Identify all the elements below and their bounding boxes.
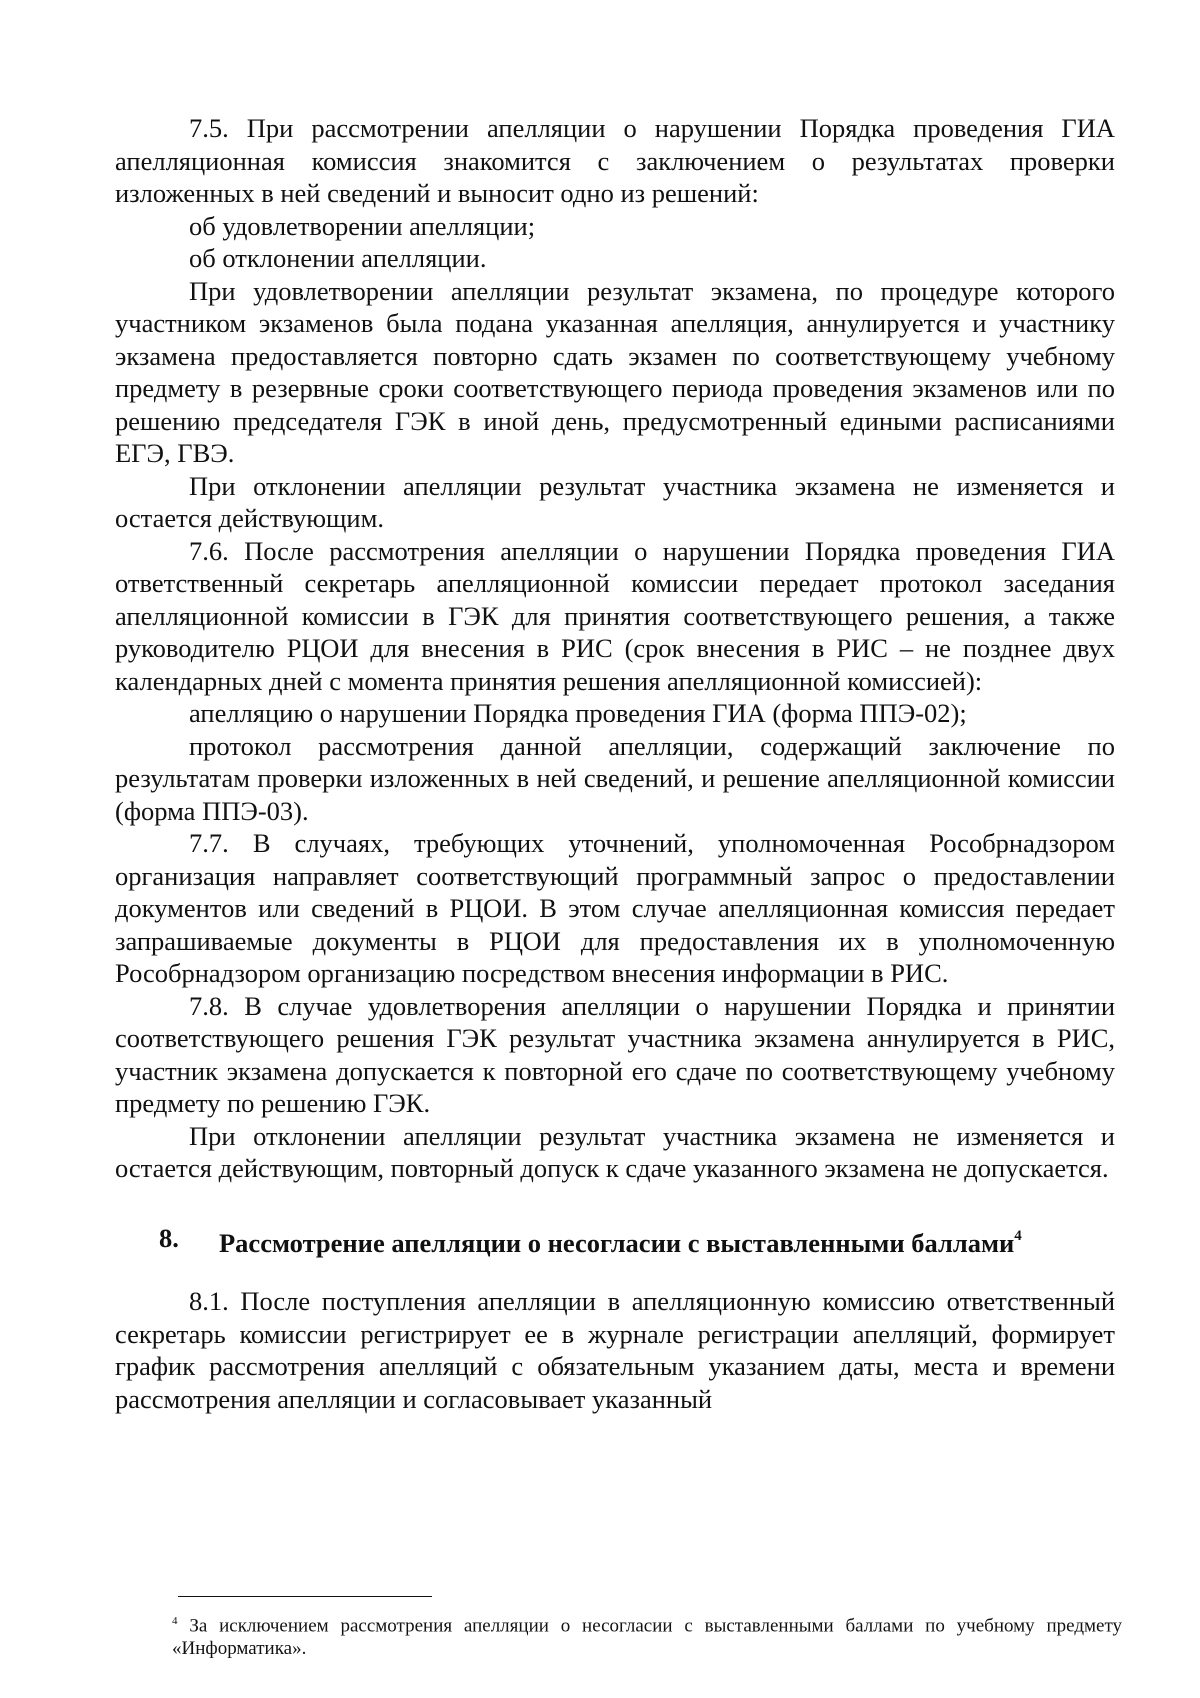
paragraph-7-5: 7.5. При рассмотрении апелляции о нарушении Порядка проведения ГИА апелляционная комиссия знакомится с заключением о результатах проверки изложенных в ней сведений и выносит одно из решений: xyxy=(115,113,1115,208)
section-8-title: Рассмотрение апелляции о несогласии с выставленными баллами xyxy=(219,1227,1015,1258)
paragraph-option-reject: об отклонении апелляции. xyxy=(189,243,487,273)
footnote-reference[interactable]: 4 xyxy=(1014,1227,1022,1244)
paragraph-option-satisfy: об удовлетворении апелляции; xyxy=(189,210,536,241)
section-8-title-wrap xyxy=(219,1222,1022,1259)
paragraph-satisfaction-result: При удовлетворении апелляции результат экзамена, по процедуре которого участником экзаменов была подана указанная апелляция, аннулируется и участнику экзамена предоставляется повторно сдать экзамен по соответствующему учебному предмету в резервные сроки соответствующего периода проведения экзаменов или по решению председателя ГЭК в иной день, предусмотренный едиными расписаниями ЕГЭ, ГВЭ. xyxy=(115,275,1115,468)
footnote-text: За исключением рассмотрения апелляции о несогласии с выставленными баллами по учебному предмету «Информатика». xyxy=(172,1615,1122,1660)
paragraph-form-ppe-02: апелляцию о нарушении Порядка проведения ГИА (форма ППЭ-02); xyxy=(189,698,967,728)
paragraph-7-8: 7.8. В случае удовлетворения апелляции о нарушении Порядка и принятии соответствующего решения ГЭК результат участника экзамена аннулируется в РИС, участник экзамена допускается к повторной его сдаче по соответствующему учебному предмету по решению ГЭК. xyxy=(115,990,1115,1118)
footnote-mark: 4 xyxy=(172,1615,178,1627)
paragraph-7-6: 7.6. После рассмотрения апелляции о нарушении Порядка проведения ГИА ответственный секретарь апелляционной комиссии передает протокол заседания апелляционной комиссии в ГЭК для принятия соответствующего решения, а также руководителю РЦОИ для внесения в РИС (срок внесения в РИС – не позднее двух календарных дней с момента принятия решения апелляционной комиссией): xyxy=(115,535,1115,696)
section-8-number: 8. xyxy=(159,1222,179,1253)
footnote xyxy=(172,1610,1122,1660)
footnote-separator xyxy=(178,1596,432,1597)
paragraph-form-ppe-03: протокол рассмотрения данной апелляции, содержащий заключение по результатам проверки изложенных в ней сведений, и решение апелляционной комиссии (форма ППЭ-03). xyxy=(115,730,1115,826)
document-body xyxy=(115,112,1115,1415)
section-8-heading xyxy=(159,1222,1115,1259)
paragraph-7-7: 7.7. В случаях, требующих уточнений, уполномоченная Рособрнадзором организация направляет соответствующий программный запрос о предоставлении документов или сведений в РЦОИ. В этом случае апелляционная комиссия передает запрашиваемые документы в РЦОИ для предоставления их в уполномоченную Рособрнадзором организацию посредством внесения информации в РИС. xyxy=(115,828,1115,988)
paragraph-8-1: 8.1. После поступления апелляции в апелляционную комиссию ответственный секретарь комиссии регистрирует ее в журнале регистрации апелляций, формирует график рассмотрения апелляций с обязательным указанием даты, места и времени рассмотрения апелляции и согласовывает указанный xyxy=(115,1286,1115,1414)
paragraph-rejection-result: При отклонении апелляции результат участника экзамена не изменяется и остается действующим. xyxy=(115,470,1115,533)
paragraph-rejection-final: При отклонении апелляции результат участника экзамена не изменяется и остается действующим, повторный допуск к сдаче указанного экзамена не допускается. xyxy=(115,1120,1115,1183)
